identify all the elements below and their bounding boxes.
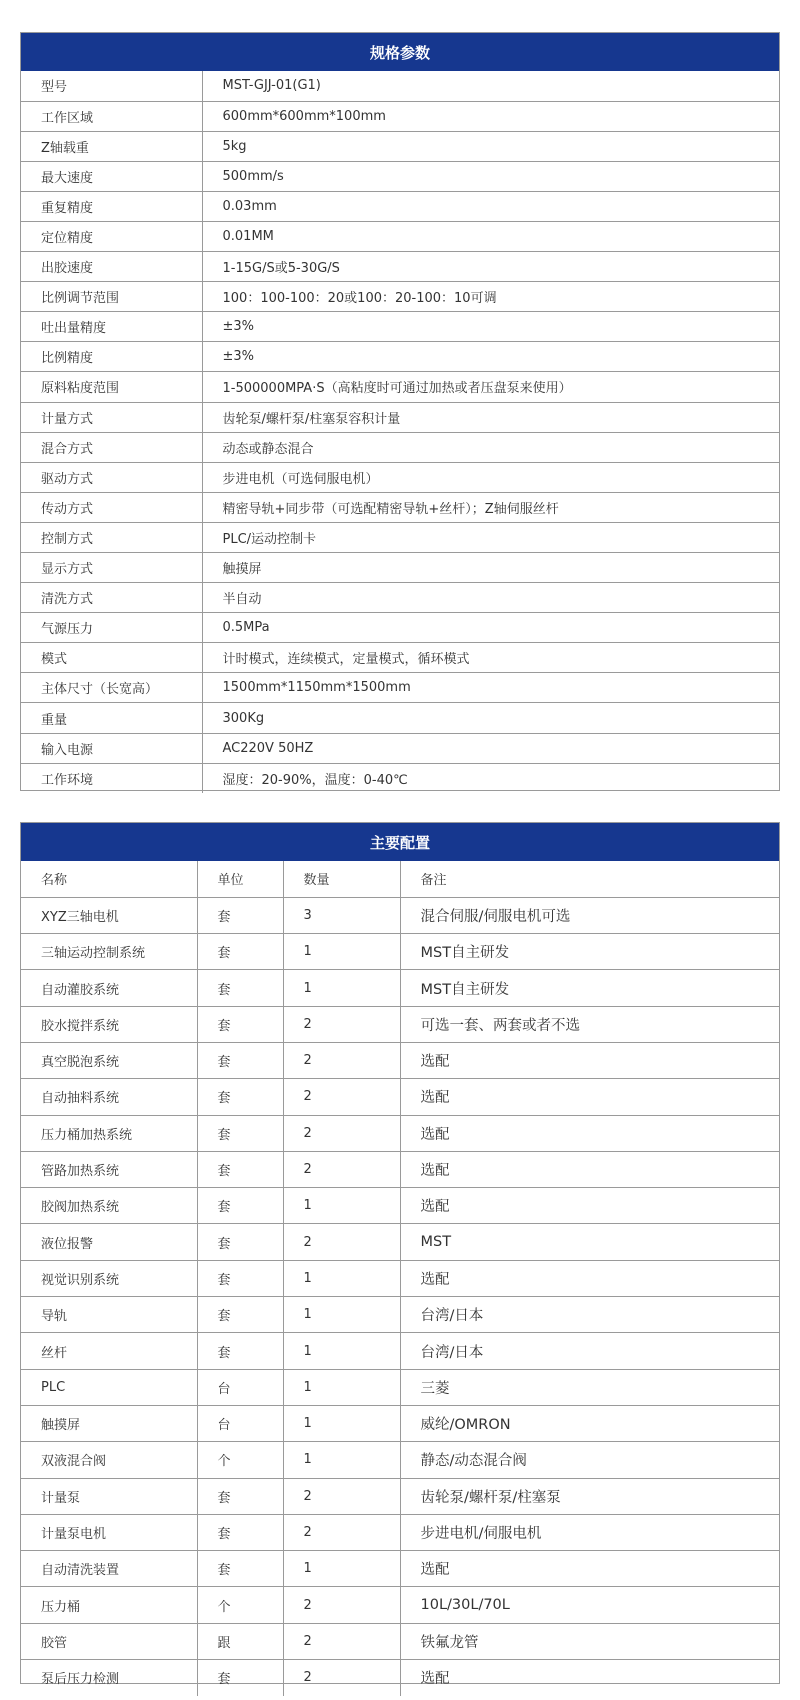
config-name: 双液混合阀 — [21, 1442, 197, 1478]
config-row — [21, 1405, 779, 1441]
config-name: 导轨 — [21, 1297, 197, 1333]
spec-value: 半自动 — [202, 583, 779, 613]
spec-label: 出胶速度 — [21, 252, 202, 282]
column-header-qty: 数量 — [283, 861, 400, 897]
spec-label: 计量方式 — [21, 402, 202, 432]
spec-row — [21, 733, 779, 763]
spec-label: 吐出量精度 — [21, 312, 202, 342]
spec-value: ±3% — [202, 342, 779, 372]
config-qty: 1 — [283, 1551, 400, 1587]
config-note: 齿轮泵/螺杆泵/柱塞泵 — [400, 1478, 779, 1514]
config-note: 台湾/日本 — [400, 1333, 779, 1369]
spec-row — [21, 161, 779, 191]
spec-label: 重量 — [21, 703, 202, 733]
config-unit: 套 — [197, 1478, 283, 1514]
column-header-note: 备注 — [400, 861, 779, 897]
spec-value: 湿度：20-90%，温度：0-40℃ — [202, 763, 779, 793]
spec-value: 1500mm*1150mm*1500mm — [202, 673, 779, 703]
spec-row — [21, 703, 779, 733]
config-unit: 套 — [197, 1079, 283, 1115]
config-note: 选配 — [400, 1079, 779, 1115]
spec-label: 主体尺寸（长宽高） — [21, 673, 202, 703]
config-qty: 2 — [283, 1478, 400, 1514]
config-qty: 1 — [283, 970, 400, 1006]
spec-value: 300Kg — [202, 703, 779, 733]
spec-row — [21, 492, 779, 522]
config-table — [21, 861, 779, 1696]
spec-label: 定位精度 — [21, 221, 202, 251]
config-unit: 套 — [197, 1297, 283, 1333]
spec-row — [21, 522, 779, 552]
config-name: 真空脱泡系统 — [21, 1042, 197, 1078]
config-note: 选配 — [400, 1188, 779, 1224]
config-section — [20, 822, 780, 1688]
config-qty: 2 — [283, 1514, 400, 1550]
config-qty: 2 — [283, 1224, 400, 1260]
config-row — [21, 1151, 779, 1187]
config-unit: 套 — [197, 1115, 283, 1151]
config-note: 威纶/OMRON — [400, 1405, 779, 1441]
config-name: 胶阀加热系统 — [21, 1188, 197, 1224]
config-row — [21, 1587, 779, 1623]
config-qty: 3 — [283, 897, 400, 933]
config-note: 选配 — [400, 1660, 779, 1696]
spec-label: 最大速度 — [21, 161, 202, 191]
config-name: 胶管 — [21, 1623, 197, 1659]
config-qty: 2 — [283, 1151, 400, 1187]
spec-row — [21, 372, 779, 402]
spec-section — [20, 32, 780, 791]
config-note: 混合伺服/伺服电机可选 — [400, 897, 779, 933]
spec-row — [21, 402, 779, 432]
spec-row — [21, 131, 779, 161]
config-qty: 1 — [283, 1369, 400, 1405]
config-name: 压力桶 — [21, 1587, 197, 1623]
spec-value: 0.01MM — [202, 221, 779, 251]
spec-value: AC220V 50HZ — [202, 733, 779, 763]
config-note: MST自主研发 — [400, 970, 779, 1006]
config-unit: 跟 — [197, 1623, 283, 1659]
config-note: 三菱 — [400, 1369, 779, 1405]
spec-value: 500mm/s — [202, 161, 779, 191]
spec-row — [21, 221, 779, 251]
config-row — [21, 1297, 779, 1333]
config-note: 10L/30L/70L — [400, 1587, 779, 1623]
spec-row — [21, 71, 779, 101]
config-note: 静态/动态混合阀 — [400, 1442, 779, 1478]
config-qty: 1 — [283, 1297, 400, 1333]
spec-label: 传动方式 — [21, 492, 202, 522]
spec-value: MST-GJJ-01(G1) — [202, 71, 779, 101]
config-row — [21, 934, 779, 970]
config-unit: 套 — [197, 1660, 283, 1696]
config-row — [21, 970, 779, 1006]
config-name: 三轴运动控制系统 — [21, 934, 197, 970]
spec-label: 比例调节范围 — [21, 282, 202, 312]
config-row — [21, 1188, 779, 1224]
config-name: 计量泵 — [21, 1478, 197, 1514]
config-qty: 1 — [283, 1188, 400, 1224]
config-qty: 1 — [283, 1260, 400, 1296]
config-name: 丝杆 — [21, 1333, 197, 1369]
config-unit: 套 — [197, 1260, 283, 1296]
config-name: 自动清洗装置 — [21, 1551, 197, 1587]
spec-label: 输入电源 — [21, 733, 202, 763]
spec-value: 触摸屏 — [202, 553, 779, 583]
config-note: 选配 — [400, 1551, 779, 1587]
config-row — [21, 1079, 779, 1115]
spec-table — [21, 71, 779, 793]
config-name: 触摸屏 — [21, 1405, 197, 1441]
spec-row — [21, 101, 779, 131]
config-row — [21, 897, 779, 933]
spec-value: 计时模式，连续模式，定量模式，循环模式 — [202, 643, 779, 673]
config-row — [21, 1478, 779, 1514]
config-note: MST — [400, 1224, 779, 1260]
spec-row — [21, 342, 779, 372]
config-note: 可选一套、两套或者不选 — [400, 1006, 779, 1042]
config-note: 台湾/日本 — [400, 1297, 779, 1333]
config-unit: 套 — [197, 897, 283, 933]
spec-label: 模式 — [21, 643, 202, 673]
spec-label: 工作区域 — [21, 101, 202, 131]
config-unit: 套 — [197, 1551, 283, 1587]
config-title: 主要配置 — [21, 823, 779, 861]
config-row — [21, 1660, 779, 1696]
config-row — [21, 1042, 779, 1078]
spec-row — [21, 252, 779, 282]
spec-value: 5kg — [202, 131, 779, 161]
config-row — [21, 1006, 779, 1042]
spec-label: 型号 — [41, 80, 68, 96]
config-unit: 套 — [197, 1188, 283, 1224]
spec-title: 规格参数 — [21, 33, 779, 71]
config-unit: 套 — [197, 1333, 283, 1369]
config-name: PLC — [21, 1369, 197, 1405]
spec-label: 显示方式 — [21, 553, 202, 583]
spec-value: 600mm*600mm*100mm — [202, 101, 779, 131]
spec-label: 清洗方式 — [21, 583, 202, 613]
spec-label: 原料粘度范围 — [21, 372, 202, 402]
spec-row — [21, 643, 779, 673]
config-name: 胶水搅拌系统 — [21, 1006, 197, 1042]
spec-label: 混合方式 — [21, 432, 202, 462]
config-unit: 台 — [197, 1369, 283, 1405]
config-name: XYZ三轴电机 — [21, 897, 197, 933]
config-row — [21, 1623, 779, 1659]
config-header-row — [21, 861, 779, 897]
config-qty: 2 — [283, 1587, 400, 1623]
config-qty: 2 — [283, 1042, 400, 1078]
spec-row — [21, 763, 779, 793]
config-qty: 2 — [283, 1115, 400, 1151]
spec-label: Z轴载重 — [21, 131, 202, 161]
spec-label: 驱动方式 — [21, 462, 202, 492]
config-unit: 套 — [197, 970, 283, 1006]
spec-value: 100：100-100：20或100：20-100：10可调 — [202, 282, 779, 312]
config-row — [21, 1333, 779, 1369]
spec-value: 齿轮泵/螺杆泵/柱塞泵容积计量 — [202, 402, 779, 432]
config-note: 铁氟龙管 — [400, 1623, 779, 1659]
spec-row — [21, 282, 779, 312]
config-note: 选配 — [400, 1260, 779, 1296]
config-note: MST自主研发 — [400, 934, 779, 970]
spec-row — [21, 553, 779, 583]
spec-label: 比例精度 — [21, 342, 202, 372]
config-name: 管路加热系统 — [21, 1151, 197, 1187]
config-qty: 1 — [283, 1333, 400, 1369]
config-unit: 个 — [197, 1442, 283, 1478]
spec-value: 精密导轨+同步带（可选配精密导轨+丝杆）；Z轴伺服丝杆 — [202, 492, 779, 522]
spec-value: 0.5MPa — [202, 613, 779, 643]
config-row — [21, 1260, 779, 1296]
config-qty: 1 — [283, 1442, 400, 1478]
config-unit: 套 — [197, 1224, 283, 1260]
spec-row — [21, 673, 779, 703]
config-row — [21, 1369, 779, 1405]
config-qty: 2 — [283, 1079, 400, 1115]
config-name: 压力桶加热系统 — [21, 1115, 197, 1151]
column-header-name: 名称 — [41, 873, 68, 889]
spec-value: PLC/运动控制卡 — [202, 522, 779, 552]
spec-row — [21, 432, 779, 462]
config-row — [21, 1442, 779, 1478]
config-unit: 个 — [197, 1587, 283, 1623]
config-name: 自动抽料系统 — [21, 1079, 197, 1115]
config-unit: 套 — [197, 1151, 283, 1187]
spec-row — [21, 462, 779, 492]
spec-value: 步进电机（可选伺服电机） — [202, 462, 779, 492]
config-note: 选配 — [400, 1151, 779, 1187]
config-row — [21, 1115, 779, 1151]
config-qty: 2 — [283, 1006, 400, 1042]
spec-row — [21, 191, 779, 221]
config-name: 液位报警 — [21, 1224, 197, 1260]
config-qty: 2 — [283, 1660, 400, 1696]
config-unit: 套 — [197, 1006, 283, 1042]
column-header-unit: 单位 — [197, 861, 283, 897]
spec-label: 气源压力 — [21, 613, 202, 643]
spec-value: 1-15G/S或5-30G/S — [202, 252, 779, 282]
spec-row — [21, 583, 779, 613]
spec-label: 控制方式 — [21, 522, 202, 552]
spec-row — [21, 613, 779, 643]
config-row — [21, 1551, 779, 1587]
spec-value: ±3% — [202, 312, 779, 342]
spec-label: 重复精度 — [21, 191, 202, 221]
spec-value: 动态或静态混合 — [202, 432, 779, 462]
config-qty: 2 — [283, 1623, 400, 1659]
config-qty: 1 — [283, 934, 400, 970]
config-unit: 套 — [197, 1514, 283, 1550]
spec-value: 0.03mm — [202, 191, 779, 221]
spec-label: 工作环境 — [21, 763, 202, 793]
config-unit: 套 — [197, 1042, 283, 1078]
config-row — [21, 1224, 779, 1260]
config-name: 计量泵电机 — [21, 1514, 197, 1550]
config-name: 自动灌胶系统 — [21, 970, 197, 1006]
config-note: 选配 — [400, 1115, 779, 1151]
spec-value: 1-500000MPA·S（高粘度时可通过加热或者压盘泵来使用） — [202, 372, 779, 402]
config-unit: 套 — [197, 934, 283, 970]
config-note: 选配 — [400, 1042, 779, 1078]
config-note: 步进电机/伺服电机 — [400, 1514, 779, 1550]
config-unit: 台 — [197, 1405, 283, 1441]
config-row — [21, 1514, 779, 1550]
spec-row — [21, 312, 779, 342]
config-qty: 1 — [283, 1405, 400, 1441]
config-name: 泵后压力检测 — [21, 1660, 197, 1696]
config-name: 视觉识别系统 — [21, 1260, 197, 1296]
